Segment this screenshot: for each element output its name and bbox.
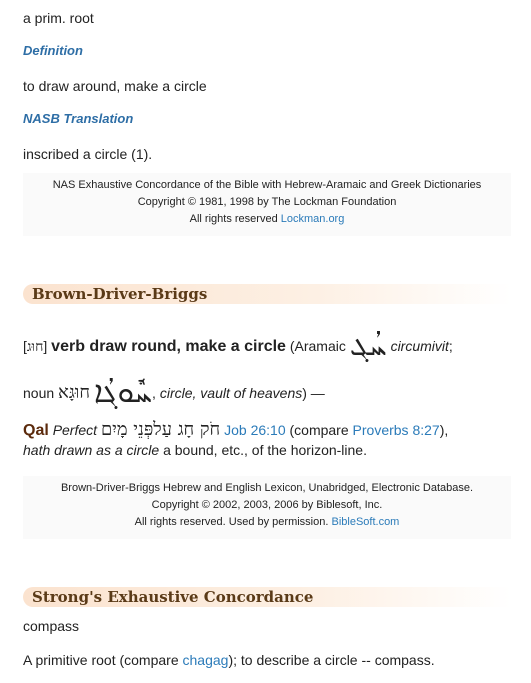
bdb-entry-line4 — [23, 442, 367, 458]
chagag-link[interactable]: chagag — [182, 652, 229, 668]
bdb-section-header — [23, 284, 511, 304]
bdb-notice-line3 — [23, 514, 511, 531]
hebrew-noun: חוּגָּא — [58, 382, 91, 403]
job-ref-link[interactable]: Job 26:10 — [224, 422, 286, 438]
hebrew-phrase: חֹק חָג עַלפְּנֵי מָיִם — [100, 419, 221, 440]
nasb-translation-heading: NASB Translation — [23, 111, 134, 126]
hebrew-root: חוּג — [26, 339, 44, 355]
definition-text: to draw around, make a circle — [23, 78, 207, 94]
strongs-heading: Strong's Exhaustive Concordance — [32, 588, 314, 606]
strongs-def-suffix: ); to describe a circle -- compass. — [228, 652, 435, 668]
bdb-notice-line1: Brown-Driver-Briggs Hebrew and English Lexicon, Unabridged, Electronic Database. — [60, 482, 474, 494]
bdb-headword: verb draw round, make a circle — [51, 338, 286, 355]
strongs-definition — [23, 652, 435, 668]
syriac-noun: ܚܽܘܓܳܐ — [93, 375, 153, 410]
latin-gloss: circumivit — [390, 338, 449, 354]
bdb-entry-line2: noun ܚܽܘܓܳܐ חוּגָּא , circle, vault of heavens) — — [23, 375, 325, 410]
nas-notice-line2: Copyright © 1981, 1998 by The Lockman Foundation — [137, 196, 397, 208]
close-bracket: ] — [43, 338, 48, 354]
aramaic-prefix: (Aramaic — [289, 338, 346, 354]
gloss-semicolon: ; — [448, 338, 453, 354]
nas-notice-line3 — [23, 211, 511, 228]
compare-close: ), — [439, 422, 449, 438]
noun-close: ) — — [302, 385, 325, 401]
bdb-entry-line1 — [23, 328, 453, 363]
noun-label: noun — [23, 385, 55, 401]
bdb-heading: Brown-Driver-Briggs — [32, 285, 208, 303]
nasb-translation-text: inscribed a circle (1). — [23, 146, 153, 162]
nas-notice-prefix: All rights reserved — [189, 213, 281, 225]
nas-copyright-notice — [23, 173, 511, 236]
gloss-italic: hath drawn as a circle — [23, 442, 160, 458]
strongs-section-header — [23, 587, 511, 607]
perfect-label: Perfect — [52, 422, 98, 438]
noun-gloss: circle, vault of heavens — [159, 385, 303, 401]
definition-heading: Definition — [23, 43, 83, 58]
strongs-word: compass — [23, 618, 80, 634]
bdb-entry-line3 — [23, 419, 448, 440]
strongs-def-prefix: A primitive root (compare — [23, 652, 179, 668]
proverbs-ref-link[interactable]: Proverbs 8:27 — [352, 422, 440, 438]
gloss-rest: a bound, etc., of the horizon-line. — [163, 442, 367, 458]
biblesoft-link[interactable]: BibleSoft.com — [331, 516, 400, 528]
compare-label: (compare — [289, 422, 349, 438]
bdb-copyright-notice — [23, 476, 511, 539]
lockman-link[interactable]: Lockman.org — [280, 213, 345, 225]
syriac-verb: ܚܳܓ — [349, 328, 387, 363]
qal-stem: Qal — [23, 422, 49, 439]
word-origin: a prim. root — [23, 10, 94, 26]
bdb-notice-prefix: All rights reserved. Used by permission. — [134, 516, 332, 528]
nas-notice-line1: NAS Exhaustive Concordance of the Bible with Hebrew-Aramaic and Greek Dictionaries — [52, 179, 482, 191]
bdb-notice-line2: Copyright © 2002, 2003, 2006 by Biblesoft, Inc. — [151, 499, 383, 511]
open-bracket: [ — [23, 338, 27, 354]
